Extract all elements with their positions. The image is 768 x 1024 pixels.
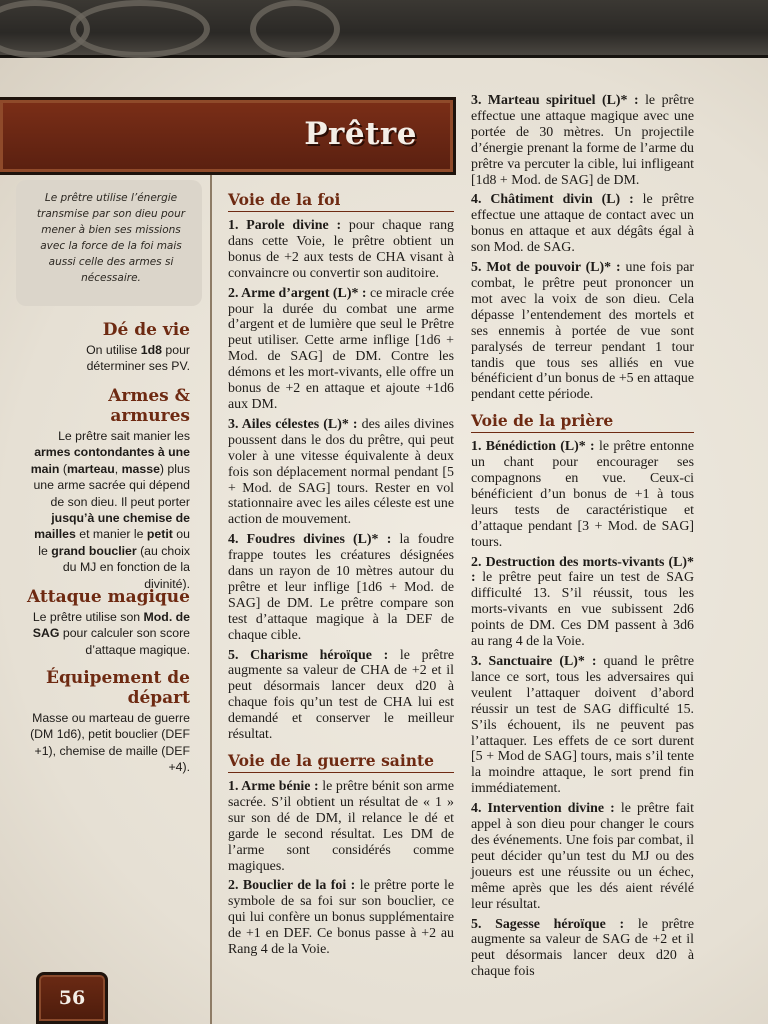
voie-foi-list (228, 218, 454, 743)
ability-name: 5. Sagesse héroïque : (471, 916, 625, 932)
voie-guerre-list-continued (471, 93, 694, 403)
ability-description: quand le prêtre lance ce sort, tous les adversaires qui veulent l’attaquer doivent d’abord réussir un test de SAG difficulté 15. S’ils échouent, ils ne peuvent pas l’attaquer. Les effets de ce sort durent [5 + Mod de SAG] tours, mais s’il tente la moindre attaque, le sort prend fin immédiatement. (471, 654, 694, 797)
page-title: Prêtre (304, 116, 417, 152)
armes-heading: Armes & armures (108, 386, 190, 426)
ability-entry (228, 286, 454, 413)
ability-entry (471, 93, 694, 188)
ornament-swirl (70, 0, 210, 58)
decorative-header-band (0, 0, 768, 58)
page-number: 56 (58, 987, 86, 1009)
ability-entry (471, 654, 694, 797)
column-1 (228, 186, 454, 962)
section-de-de-vie (24, 320, 190, 375)
ability-entry (471, 260, 694, 403)
ability-description: le prêtre augmente sa valeur de CHA de +2 et il peut désormais lancer deux d20 à chaque fois qu’un test de CHA lui est demandé et conserver le meilleur résultat. (228, 647, 454, 743)
attaque-heading: Attaque magique (26, 587, 190, 607)
ability-name: 3. Sanctuaire (L)* : (471, 654, 597, 669)
ability-description: une fois par combat, le prêtre peut prononcer un mot avec la voix de son dieu. Cela dépasse l’entendement des mortels et ses ennemis à portée de vue sont paralysés de terreur pendant 1 tour tandis que tous ses alliés en vue bénéficient d’un bonus de +5 en attaque pendant cette période. (471, 260, 694, 403)
intro-box (16, 180, 202, 306)
section-armes-armures (24, 386, 190, 592)
ability-entry (228, 779, 454, 874)
de-de-vie-heading: Dé de vie (102, 320, 190, 340)
sidebar-divider (210, 175, 212, 1024)
ability-description: le prêtre fait appel à son dieu pour changer le cours des événements. Une fois par combat, il peut décider qu’un test du MJ ou des joueurs est une réussite ou un échec, même après que les dés aient révélé leur résultat. (471, 801, 694, 912)
voie-priere-heading: Voie de la prière (471, 411, 694, 433)
ability-entry (228, 532, 454, 643)
ability-description: le prêtre porte le symbole de sa foi sur son bouclier, ce qui lui confère un bonus supplémentaire de +1 en DEF. Ce bonus passe à +2 au Rang 4 de la Voie. (228, 878, 454, 958)
ability-description: le prêtre entonne un chant pour encourager ses compagnons en vue. Ceux-ci bénéficient d’un bonus de +1 à tous leurs tests de caractéristique et d’attaque pendant [3 + Mod. de SAG] tours. (471, 439, 694, 550)
ability-entry (471, 192, 694, 256)
ability-name: 2. Arme d’argent (L)* : (228, 285, 367, 301)
ability-entry (228, 648, 454, 743)
ornament-swirl (250, 0, 340, 58)
ability-name: 1. Parole divine : (228, 218, 342, 233)
ability-name: 1. Bénédiction (L)* : (471, 439, 595, 455)
ability-description: pour chaque rang dans cette Voie, le prêtre obtient un bonus de +2 aux tests de CHA visant à convaincre ou convertir son auditoire. (228, 218, 454, 281)
ability-name: 5. Mot de pouvoir (L)* : (471, 260, 621, 276)
class-title-banner (0, 97, 456, 175)
ability-description: le prêtre bénit son arme sacrée. S’il obtient un résultat de « 1 » sur son dé de DM, il relance le dé et garde le second résultat. Les DM de l’arme sont considérés comme magiques. (228, 779, 454, 874)
section-equipement (24, 668, 190, 776)
ability-name: 4. Châtiment divin (L) : (471, 192, 634, 208)
intro-text: Le prêtre utilise l’énergie transmise par son dieu pour mener à bien ses missions avec la force de la foi mais aussi celle des armes si nécessaire. (36, 192, 186, 284)
equipement-heading: Équipement de départ (45, 668, 190, 708)
voie-guerre-list (228, 779, 454, 958)
ability-entry (228, 878, 454, 958)
equipement-text: Masse ou marteau de guerre (DM 1d6), petit bouclier (DEF +1), chemise de maille (DEF +4). (30, 711, 190, 775)
voie-foi-heading: Voie de la foi (228, 190, 454, 212)
ability-description: le prêtre peut faire un test de SAG difficulté 13. S’il réussit, tous les morts-vivants en vue subissent 2d6 points de DM. Ces DM passent à 3d6 au rang 4 de la Voie. (471, 570, 694, 650)
page-number-tab (36, 972, 108, 1024)
attaque-text: Le prêtre utilise son Mod. de SAG pour calculer son score d’attaque magique. (32, 610, 190, 657)
ability-name: 1. Arme bénie : (228, 779, 319, 794)
ability-description: le prêtre augmente sa valeur de SAG de +2 et il peut désormais lancer deux d20 à chaque fois (471, 916, 695, 980)
ability-description: des ailes divines poussent dans le dos du prêtre, qui peut voler à une vitesse équivalente à deux fois son déplacement normal pendant [5 + Mod. de SAG] tours. Rester en vol stationnaire avec les ailes céleste est une action de mouvement. (228, 416, 454, 528)
armes-text: Le prêtre sait manier les armes contondantes à une main (marteau, masse) plus une arme sacrée qui dépend de son dieu. Il peut porter jusqu’à une chemise de mailles et manier le petit ou le grand bouclier (au choix du MJ en fonction de la divinité). (30, 429, 190, 591)
ability-entry (228, 417, 454, 528)
ability-name: 4. Intervention divine : (471, 801, 615, 817)
ability-description: ce miracle crée pour la durée du combat une arme d’argent et de lumière que seul le Prêtre peut utiliser. Cette arme inflige [1d6 + Mod. de SAG] de DM. Contre les démons et les mort-vivants, elle offre un bonus de +2 en attaque et ajoute +1d6 aux DM. (228, 285, 455, 412)
ability-name: 2. Destruction des morts-vivants (L)* : (471, 554, 694, 586)
voie-priere-list (471, 439, 694, 980)
ability-name: 4. Foudres divines (L)* : (228, 532, 392, 548)
ability-description: le prêtre effectue une attaque de contact avec un bonus en attaque et aux dégâts égal à son Mod. de SAG. (471, 192, 695, 256)
ability-description: le prêtre effectue une attaque magique avec une portée de 30 mètres. Un projectile d’énergie prenant la forme de l’arme du prêtre va percuter la cible, lui infligeant [1d8 + Mod. de SAG] de DM. (471, 93, 694, 188)
de-de-vie-text: On utilise 1d8 pour déterminer ses PV. (86, 343, 190, 374)
voie-guerre-heading: Voie de la guerre sainte (228, 751, 454, 773)
ability-entry (471, 439, 694, 550)
ability-entry (228, 218, 454, 282)
section-attaque-magique (24, 587, 190, 658)
ability-description: la foudre frappe toutes les créatures désignées dans un rayon de 10 mètres autour du prêtre et leur inflige [1d6 + Mod. de SAG] de DM. Le prêtre compare son test d’attaque magique à la DEF de chaque cible. (228, 532, 454, 643)
ability-entry (471, 917, 694, 981)
ability-name: 5. Charisme héroïque : (228, 647, 389, 663)
ability-name: 2. Bouclier de la foi : (228, 878, 356, 894)
ability-entry (471, 555, 694, 650)
ability-name: 3. Marteau spirituel (L)* : (471, 93, 639, 108)
ability-name: 3. Ailes célestes (L)* : (228, 416, 358, 432)
column-2 (471, 93, 694, 984)
ability-entry (471, 801, 694, 912)
